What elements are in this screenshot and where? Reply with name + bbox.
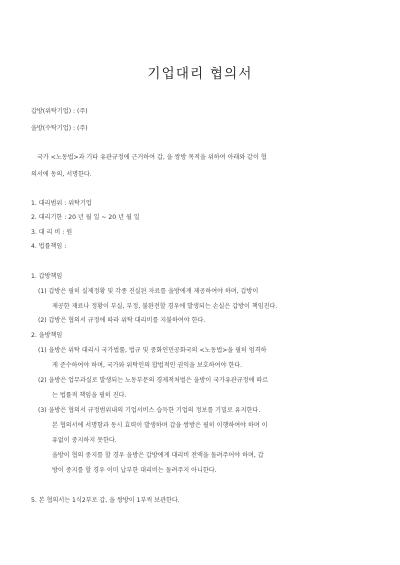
section-2-item-1-cont: 게 준수하여야 하며, 국가와 위탁인의 합법적인 권익을 보호하여야 한다. bbox=[52, 362, 243, 369]
term-settlement: 4. 법률책임 : bbox=[31, 243, 67, 250]
section-1-item-1: (1) 갑방은 필히 실제정황 및 각종 진실된 자료를 을방에게 제공하여야 하며, 갑방이 bbox=[38, 288, 259, 295]
section-1-item-2: (2) 갑방은 협의서 규정에 따라 위탁 대리비를 지불하여야 한다. bbox=[38, 317, 206, 324]
section-1-item-1-cont: 제공한 재료나 정황이 부실, 부정, 불완전할 경우에 발생되는 손실은 갑방이 책임진다. bbox=[52, 303, 278, 310]
term-fee: 3. 대 리 비 : 원 bbox=[31, 229, 73, 236]
section-1-heading: 1. 갑방책임 bbox=[31, 273, 63, 280]
document-title: 기업대리 협의서 bbox=[147, 66, 253, 82]
party-a-line: 갑방(위탁기업) : (주) bbox=[31, 108, 88, 115]
section-2-item-1: (1) 을방은 위탁 대리시 국가법률, 법규 및 중화인민공화국의 <노동법>을 필히 엄격하 bbox=[38, 347, 267, 354]
section-2-item-3-cont-2: 유없이 중지하지 못한다. bbox=[52, 437, 117, 444]
section-2-item-3-cont-1: 본 협의서에 서명함과 동시 효력이 발생하며 갑을 쌍방은 필히 이행하여야 하며 이 bbox=[52, 422, 268, 429]
section-2-item-3: (3) 을방은 협의서 규정범위내의 기업서비스 습득한 기업의 정보를 기밀로 유지한다. bbox=[38, 407, 261, 414]
intro-line-1: 국가 <노동법>과 기타 유관규정에 근거하여 갑, 을 쌍방 목적을 위하여 아래와 같이 협 bbox=[37, 154, 267, 161]
section-2-heading: 2. 을방책임 bbox=[31, 332, 63, 339]
party-b-line: 을방(수탁기업) : (주) bbox=[31, 125, 88, 132]
term-period: 2. 대리기한 : 20 년 월 일 ~ 20 년 월 일 bbox=[31, 214, 140, 221]
section-2-item-3-cont-4: 방이 중지를 할 경우 이미 납부한 대리비는 돌려주지 아니한다. bbox=[52, 467, 217, 474]
term-scope: 1. 대리범위 : 위탁기업 bbox=[31, 200, 92, 207]
closing-clause: 5. 본 협의서는 1식2부로 갑, 을 쌍방이 1부씩 보관한다. bbox=[31, 497, 180, 504]
section-2-item-2: (2) 을방은 업무과실로 발생되는 노동부문의 경제적처벌은 을방이 국가유관규정에 따르 bbox=[38, 377, 269, 384]
section-2-item-2-cont: 는 법률적 책임을 필히 진다. bbox=[52, 392, 127, 399]
intro-line-2: 의서에 동의, 서명한다. bbox=[31, 171, 92, 178]
section-2-item-3-cont-3: 을방이 협의 중지를 할 경우 을방은 갑방에게 대리비 전액을 돌려주어야 하며, 갑 bbox=[52, 452, 264, 459]
